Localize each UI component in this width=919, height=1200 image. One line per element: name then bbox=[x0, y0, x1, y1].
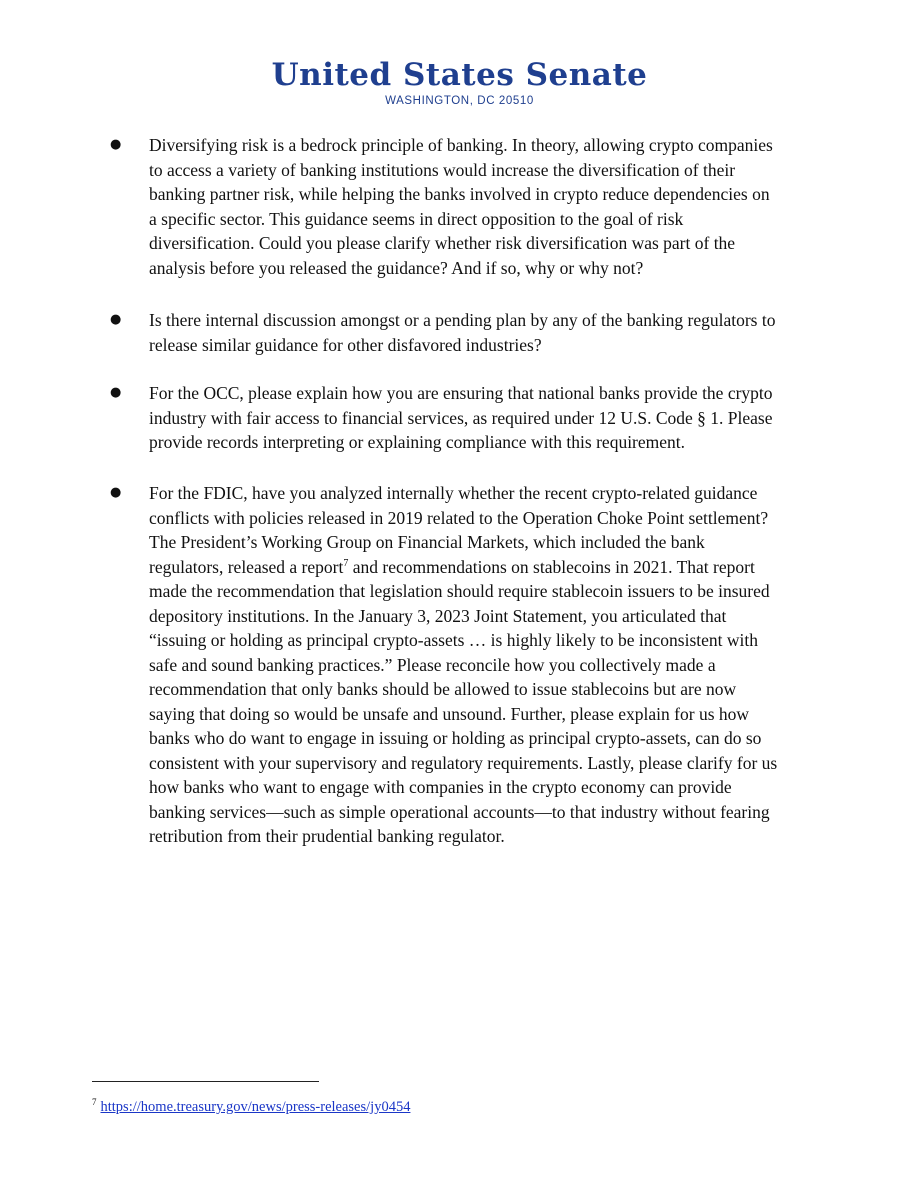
text-line: depository institutions. In the January 3, 2023 Joint Statement, you articulated that bbox=[149, 605, 727, 626]
footnote-divider bbox=[92, 1081, 319, 1082]
letterhead bbox=[0, 58, 919, 107]
text-line-with-footnote-ref bbox=[149, 555, 829, 580]
text-line: safe and sound banking practices.” Please reconcile how you collectively made a bbox=[149, 654, 716, 675]
text-line: retribution from their prudential banking regulator. bbox=[149, 826, 505, 846]
text-line: saying that doing so would be unsafe and unsound. Further, please explain for us how bbox=[149, 703, 750, 724]
text-line: to access a variety of banking institutions would increase the diversification of their bbox=[149, 159, 736, 180]
bullet-icon: ● bbox=[110, 485, 122, 500]
letterhead-title: United States Senate bbox=[271, 57, 648, 93]
question-text bbox=[149, 381, 829, 455]
text-line: recommendation that only banks should be allowed to issue stablecoins but are now bbox=[149, 679, 737, 699]
text-line: Diversifying risk is a bedrock principle of banking. In theory, allowing crypto companies bbox=[149, 135, 773, 155]
bullet-icon: ● bbox=[110, 312, 122, 327]
footnote-number: 7 bbox=[92, 1097, 97, 1107]
question-text bbox=[149, 133, 829, 280]
text-line: industry with fair access to financial services, as required under 12 U.S. Code § 1. Please bbox=[149, 407, 773, 428]
text-line: analysis before you released the guidance? And if so, why or why not? bbox=[149, 257, 644, 278]
text-line: conflicts with policies released in 2019 related to the Operation Choke Point settlement? bbox=[149, 507, 769, 528]
text-line: consistent with your supervisory and regulatory requirements. Lastly, please clarify for us bbox=[149, 752, 778, 773]
bullet-icon: ● bbox=[110, 385, 122, 400]
footnote-ref[interactable]: 7 bbox=[343, 557, 349, 569]
text-line: banks who do want to engage in issuing or holding as principal crypto-assets, can do so bbox=[149, 728, 762, 748]
text-line: diversification. Could you please clarify whether risk diversification was part of the bbox=[149, 233, 736, 253]
text-line: how banks who want to engage with companies in the crypto economy can provide bbox=[149, 777, 732, 797]
text-line: For the FDIC, have you analyzed internally whether the recent crypto-related guidance bbox=[149, 483, 758, 503]
text-line: provide records interpreting or explaining compliance with this requirement. bbox=[149, 432, 686, 452]
bullet-icon: ● bbox=[110, 137, 122, 152]
text-line: For the OCC, please explain how you are ensuring that national banks provide the crypto bbox=[149, 383, 773, 403]
text-line: banking partner risk, while helping the banks involved in crypto reduce dependencies on bbox=[149, 184, 770, 204]
footnote bbox=[92, 1093, 410, 1116]
text-line: banking services—such as simple operational accounts—to that industry without fearing bbox=[149, 801, 770, 822]
text-line: release similar guidance for other disfavored industries? bbox=[149, 334, 542, 355]
question-text bbox=[149, 481, 829, 849]
text-segment: regulators, released a report bbox=[149, 556, 344, 577]
letterhead-subtitle: WASHINGTON, DC 20510 bbox=[385, 95, 534, 107]
footnote-link[interactable]: https://home.treasury.gov/news/press-releases/jy0454 bbox=[100, 1098, 411, 1115]
text-line: made the recommendation that legislation should require stablecoin issuers to be insured bbox=[149, 581, 770, 601]
text-line: “issuing or holding as principal crypto-assets … is highly likely to be inconsistent with bbox=[149, 630, 759, 650]
text-line: Is there internal discussion amongst or a pending plan by any of the banking regulators to bbox=[149, 310, 776, 330]
text-segment: and recommendations on stablecoins in 2021. That report bbox=[348, 556, 755, 577]
text-line: The President’s Working Group on Financial Markets, which included the bank bbox=[149, 532, 705, 552]
text-line: a specific sector. This guidance seems in direct opposition to the goal of risk bbox=[149, 208, 684, 229]
question-text bbox=[149, 308, 829, 357]
